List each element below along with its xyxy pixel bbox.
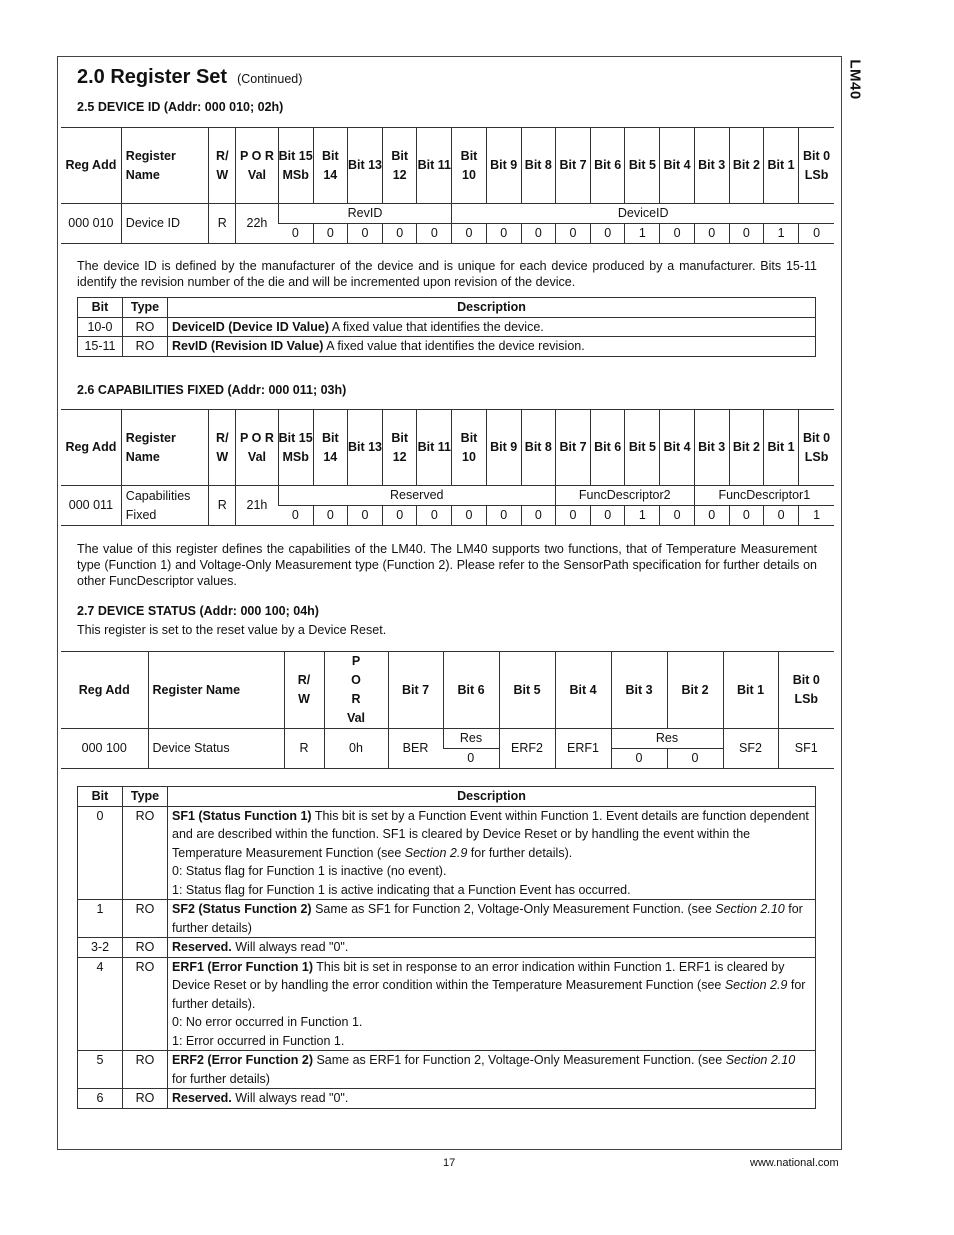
bit-value: 0	[694, 506, 729, 526]
bit-value: 0	[452, 506, 486, 526]
bit6-reset: 0	[443, 749, 499, 769]
bit-value: 0	[486, 506, 521, 526]
bit-value: 0	[278, 506, 313, 526]
col-bit: Bit	[78, 298, 123, 318]
col-header: Bit 0 LSb	[799, 128, 834, 204]
reg-rw: R	[209, 486, 236, 526]
col-header: P O R Val	[236, 410, 278, 486]
section-2-5-title: 2.5 DEVICE ID (Addr: 000 010; 02h)	[77, 100, 284, 114]
col-header: Reg Add	[65, 158, 117, 172]
continued-label: (Continued)	[237, 72, 303, 86]
section-2-7-title: 2.7 DEVICE STATUS (Addr: 000 100; 04h)	[77, 604, 319, 618]
device-id-register-table	[61, 127, 834, 244]
desc-row	[78, 806, 816, 900]
col-header: Bit 0 LSb	[799, 410, 834, 486]
col-header: Bit 12	[383, 410, 417, 486]
bit-value: 0	[383, 224, 417, 244]
bit-value: 1	[799, 506, 834, 526]
col-bit3: Bit 3	[611, 652, 667, 729]
col-header: Bit 5	[625, 128, 660, 204]
bit-value: 0	[347, 506, 382, 526]
col-header: Bit 2	[729, 410, 763, 486]
col-header: Bit 4	[660, 128, 694, 204]
bit-value: 0	[347, 224, 382, 244]
bit1-value: SF2	[723, 729, 778, 769]
desc-bit: 15-11	[78, 337, 123, 357]
bit-value: 0	[729, 224, 763, 244]
bit-value: 0	[660, 506, 694, 526]
col-header: Bit 15 MSb	[278, 128, 313, 204]
page-title	[77, 66, 302, 89]
bit-value: 0	[591, 224, 625, 244]
col-header: Register Name	[121, 128, 208, 204]
desc-text: RevID (Revision ID Value) A fixed value that identifies the device revision.	[168, 337, 816, 357]
desc-type: RO	[123, 337, 168, 357]
reg-addr: 000 100	[81, 741, 127, 755]
reg-name: Device Status	[148, 729, 284, 769]
desc-type: RO	[123, 1089, 168, 1109]
bit-value: 0	[555, 506, 590, 526]
col-description: Description	[168, 787, 816, 807]
desc-type: RO	[123, 938, 168, 958]
reg-name: Capabilities Fixed	[121, 486, 208, 526]
desc-type: RO	[123, 1051, 168, 1089]
col-type: Type	[123, 298, 168, 318]
bit4-value: ERF1	[555, 729, 611, 769]
col-reg-add: Reg Add	[78, 682, 130, 697]
col-header: Bit 8	[521, 410, 555, 486]
bit5-value: ERF2	[499, 729, 555, 769]
bit-value: 1	[763, 224, 798, 244]
col-header: Bit 10	[452, 410, 486, 486]
desc-bit: 1	[78, 900, 123, 938]
bit-value: 0	[729, 506, 763, 526]
capabilities-register-table	[61, 409, 834, 526]
col-header: Bit 6	[591, 128, 625, 204]
col-header: Bit 7	[555, 128, 590, 204]
bit-value: 0	[313, 224, 347, 244]
col-header: Bit 9	[486, 410, 521, 486]
desc-text: DeviceID (Device ID Value) A fixed value that identifies the device.	[168, 317, 816, 337]
col-bit4: Bit 4	[555, 652, 611, 729]
bit-value: 0	[660, 224, 694, 244]
col-header: Bit 13	[347, 128, 382, 204]
col-description: Description	[168, 298, 816, 318]
col-por-val: P O R Val	[324, 652, 388, 729]
bit-value: 0	[452, 224, 486, 244]
bit-value: 0	[799, 224, 834, 244]
reg-rw: R	[209, 204, 236, 244]
desc-bit: 10-0	[78, 317, 123, 337]
desc-bit: 4	[78, 957, 123, 1051]
col-header: Bit 1	[763, 410, 798, 486]
desc-row	[78, 938, 816, 958]
desc-text: SF2 (Status Function 2) Same as SF1 for Function 2, Voltage-Only Measurement Function. (see Section 2.10 for further details)	[168, 900, 816, 938]
col-header: Bit 5	[625, 410, 660, 486]
field-funcdescriptor2: FuncDescriptor2	[555, 486, 694, 506]
desc-row	[78, 957, 816, 1051]
field-deviceid: DeviceID	[452, 204, 834, 224]
field-reserved: Reserved	[278, 486, 555, 506]
bit-value: 0	[383, 506, 417, 526]
bit-value: 0	[313, 506, 347, 526]
bit2-reset: 0	[667, 749, 723, 769]
col-bit5: Bit 5	[499, 652, 555, 729]
section-2-6-title: 2.6 CAPABILITIES FIXED (Addr: 000 011; 03h)	[77, 383, 347, 397]
bit3-reset: 0	[611, 749, 667, 769]
bit3-2-field: Res	[611, 729, 723, 749]
col-header: Bit 10	[452, 128, 486, 204]
col-header: Bit 11	[417, 128, 452, 204]
bit-value: 0	[694, 224, 729, 244]
desc-bit: 3-2	[78, 938, 123, 958]
col-bit: Bit	[78, 787, 123, 807]
device-id-text: The device ID is defined by the manufacturer of the device and is unique for each device produced by a manufacturer. Bits 15-11 identify the revision number of the die and will be incremented upon revision of the device.	[77, 259, 817, 289]
col-bit6: Bit 6	[443, 652, 499, 729]
bit-value: 0	[521, 224, 555, 244]
reg-addr: 000 010	[68, 216, 114, 230]
col-header: Bit 8	[521, 128, 555, 204]
bit-value: 1	[625, 506, 660, 526]
col-header: Register Name	[121, 410, 208, 486]
field-revid: RevID	[278, 204, 452, 224]
capabilities-text: The value of this register defines the capabilities of the LM40. The LM40 supports two functions, that of Temperature Measurement type (Function 1) and Voltage-Only Measurement type (Function 2). Please refer to the SensorPath specification for further details on other FuncDescriptor values.	[77, 542, 817, 588]
col-rw: R/ W	[284, 652, 324, 729]
bit-value: 0	[591, 506, 625, 526]
col-header: Bit 7	[555, 410, 590, 486]
col-header: P O R Val	[236, 128, 278, 204]
col-header: R/ W	[209, 128, 236, 204]
desc-type: RO	[123, 900, 168, 938]
device-status-register-table	[61, 651, 834, 769]
col-header: Bit 3	[694, 410, 729, 486]
bit-value: 0	[417, 506, 452, 526]
col-bit7: Bit 7	[388, 652, 443, 729]
title-text: 2.0 Register Set	[77, 66, 228, 88]
reg-name: Device ID	[121, 204, 208, 244]
desc-text: ERF1 (Error Function 1) This bit is set in response to an error indication within Function 1. ERF1 is cleared by Device Reset or by handling the error condition within the Temperature Measurement Function (see Section 2.9 for further details). 0: No error occurred in Function 1. 1: Error occurred in Function 1.	[168, 957, 816, 1051]
device-status-desc-table	[77, 786, 816, 1109]
desc-text: Reserved. Will always read "0".	[168, 938, 816, 958]
col-register-name: Register Name	[148, 652, 284, 729]
field-funcdescriptor1: FuncDescriptor1	[694, 486, 834, 506]
col-header: Bit 9	[486, 128, 521, 204]
footer-url: www.national.com	[750, 1157, 839, 1169]
desc-row	[78, 1089, 816, 1109]
side-label: LM40	[846, 59, 864, 100]
desc-row	[78, 1051, 816, 1089]
col-header: R/ W	[209, 410, 236, 486]
bit-value: 0	[278, 224, 313, 244]
desc-text: Reserved. Will always read "0".	[168, 1089, 816, 1109]
col-header: Bit 12	[383, 128, 417, 204]
desc-type: RO	[123, 317, 168, 337]
device-id-desc-table	[77, 297, 816, 357]
col-type: Type	[123, 787, 168, 807]
bit-value: 0	[763, 506, 798, 526]
bit-value: 1	[625, 224, 660, 244]
col-bit1: Bit 1	[723, 652, 778, 729]
bit-value: 0	[521, 506, 555, 526]
desc-text: SF1 (Status Function 1) This bit is set by a Function Event within Function 1. Event details are function dependent and are described within the function. SF1 is cleared by Device Reset or by handling the event within the Temperature Measurement Function (see Section 2.9 for further details). 0: Status flag for Function 1 is inactive (no event). 1: Status flag for Function 1 is active indicating that a Function Event has occurred.	[168, 806, 816, 900]
desc-text: ERF2 (Error Function 2) Same as ERF1 for Function 2, Voltage-Only Measurement Function. (see Section 2.10 for further details)	[168, 1051, 816, 1089]
desc-row	[78, 900, 816, 938]
desc-type: RO	[123, 806, 168, 900]
col-header: Bit 15 MSb	[278, 410, 313, 486]
bit6-field: Res	[443, 729, 499, 749]
col-header: Bit 3	[694, 128, 729, 204]
reg-por: 0h	[324, 729, 388, 769]
col-bit2: Bit 2	[667, 652, 723, 729]
reg-rw: R	[284, 729, 324, 769]
device-status-intro: This register is set to the reset value by a Device Reset.	[77, 623, 387, 637]
col-header: Bit 1	[763, 128, 798, 204]
col-header: Bit 6	[591, 410, 625, 486]
col-header: Bit 14	[313, 410, 347, 486]
bit7-value: BER	[388, 729, 443, 769]
reg-addr: 000 011	[68, 498, 114, 512]
col-bit0: Bit 0 LSb	[778, 652, 834, 729]
col-header: Bit 11	[417, 410, 452, 486]
page-number: 17	[443, 1157, 456, 1169]
bit-value: 0	[417, 224, 452, 244]
desc-type: RO	[123, 957, 168, 1051]
bit-value: 0	[555, 224, 590, 244]
col-header: Bit 14	[313, 128, 347, 204]
bit0-value: SF1	[778, 729, 834, 769]
desc-bit: 0	[78, 806, 123, 900]
bit-value: 0	[486, 224, 521, 244]
col-header: Reg Add	[65, 440, 117, 454]
desc-bit: 5	[78, 1051, 123, 1089]
reg-por: 22h	[236, 204, 278, 244]
col-header: Bit 4	[660, 410, 694, 486]
col-header: Bit 13	[347, 410, 382, 486]
reg-por: 21h	[236, 486, 278, 526]
col-header: Bit 2	[729, 128, 763, 204]
desc-bit: 6	[78, 1089, 123, 1109]
